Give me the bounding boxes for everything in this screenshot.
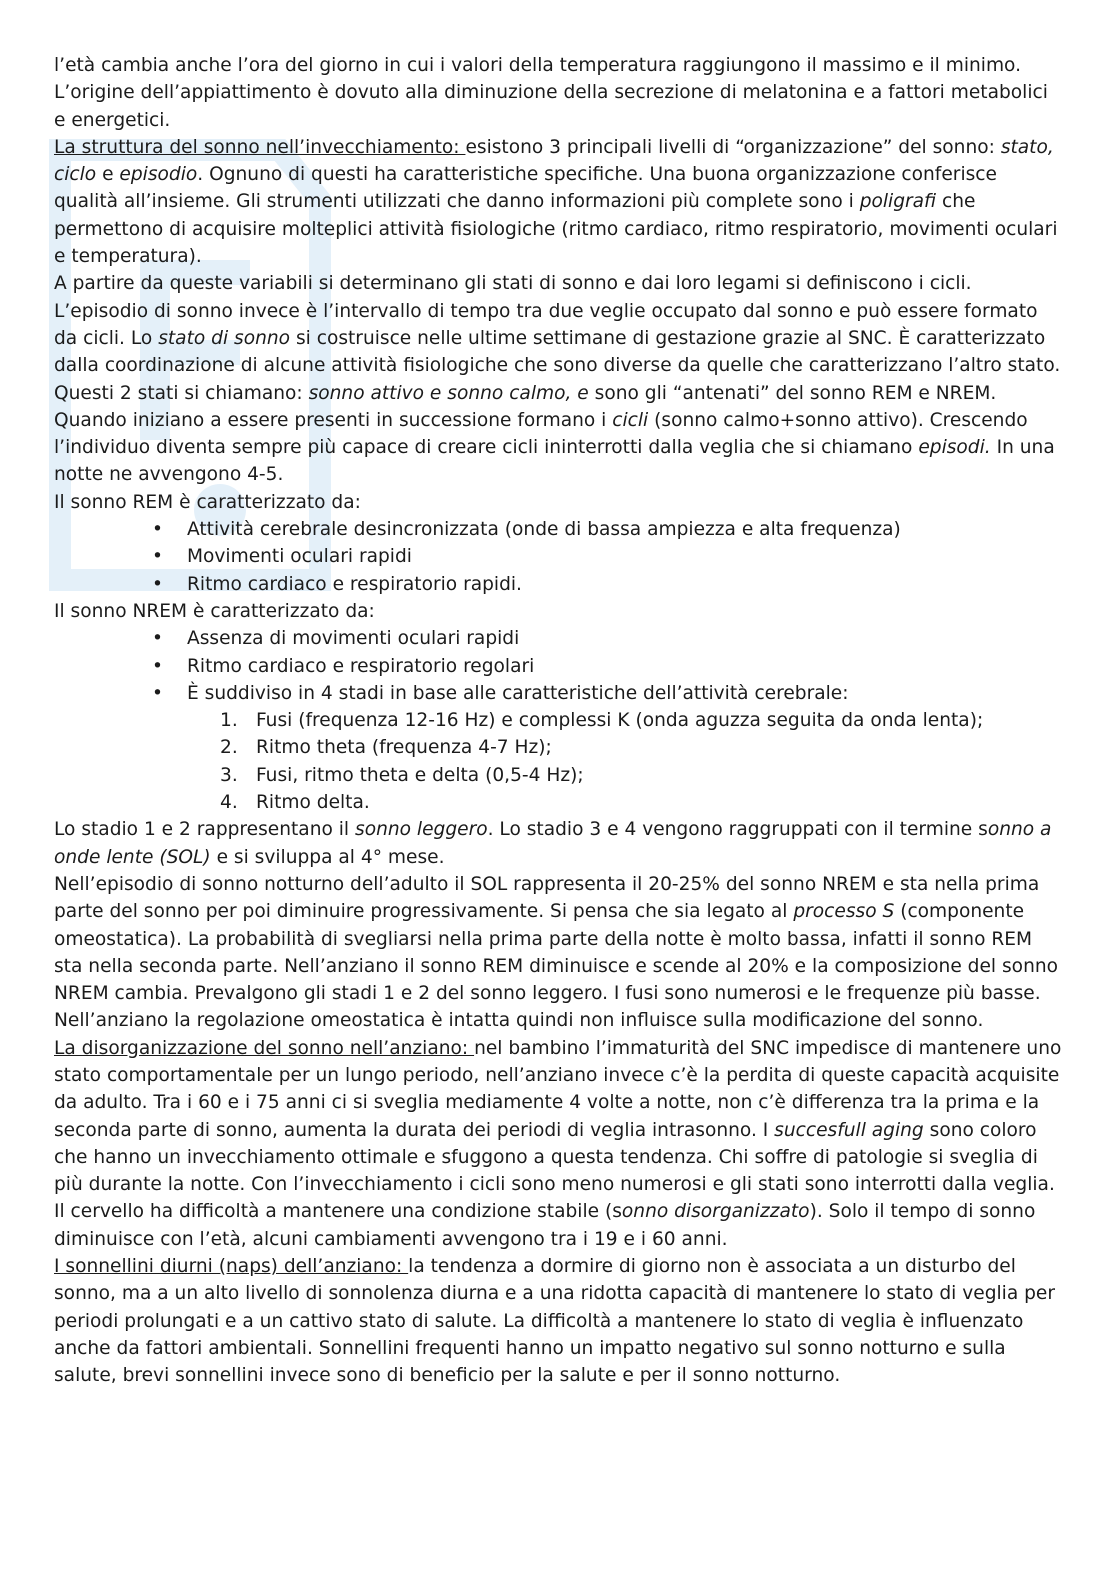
nrem-stages-list <box>54 707 1064 816</box>
paragraph-sol: Nell’episodio di sonno notturno dell’adulto il SOL rappresenta il 20-25% del sonno NREM e sta nella prima parte del sonno per poi diminuire progressivamente. Si pensa che sia legato al processo S (componente omeostatica). La probabilità di svegliarsi nella prima parte della notte è molto bassa, infatti il sonno REM sta nella seconda parte. Nell’anziano il sonno REM diminuisce e scende al 20% e la composizione del sonno NREM cambia. Prevalgono gli stadi 1 e 2 del sonno leggero. I fusi sono numerosi e le frequenze più basse. Nell’anziano la regolazione omeostatica è intatta quindi non influisce sulla modificazione del sonno. <box>54 873 1059 1032</box>
document-page <box>54 52 1064 1390</box>
nrem-intro: Il sonno NREM è caratterizzato da: <box>54 600 375 622</box>
list-item: 3. Fusi, ritmo theta e delta (0,5-4 Hz); <box>220 764 584 786</box>
list-item: • Ritmo cardiaco e respiratorio rapidi. <box>54 571 1064 598</box>
paragraph-naps: I sonnellini diurni (naps) dell’anziano: la tendenza a dormire di giorno non è associata a un disturbo del sonno, ma a un alto livello di sonnolenza diurna e a una ridotta capacità di mantenere lo stato di veglia per periodi prolungati e a un cattivo stato di salute. La difficoltà a mantenere lo stato di veglia è influenzato anche da fattori ambientali. Sonnellini frequenti hanno un impatto negativo sul sonno notturno e sulla salute, brevi sonnellini invece sono di beneficio per la salute e per il sonno notturno. <box>54 1256 1056 1387</box>
paragraph-light-sleep: Lo stadio 1 e 2 rappresentano il sonno leggero. Lo stadio 3 e 4 vengono raggruppati con il termine sonno a onde lente (SOL) e si sviluppa al 4° mese. <box>54 819 1052 868</box>
paragraph-temperature: l’età cambia anche l’ora del giorno in cui i valori della temperatura raggiungono il massimo e il minimo. L’origine dell’appiattimento è dovuto alla diminuzione della secrezione di melatonina e a fattori metabolici e energetici. <box>54 55 1048 131</box>
section-heading-structure: La struttura del sonno nell’invecchiamento: <box>54 136 466 158</box>
list-item: 4. Ritmo delta. <box>220 792 370 814</box>
section-heading-disorganization: La disorganizzazione del sonno nell’anziano: <box>54 1037 475 1059</box>
rem-intro: Il sonno REM è caratterizzato da: <box>54 491 361 513</box>
list-item: 1. Fusi (frequenza 12-16 Hz) e complessi K (onda aguzza seguita da onda lenta); <box>220 710 984 732</box>
nrem-list <box>54 625 1064 707</box>
list-item: • Attività cerebrale desincronizzata (onde di bassa ampiezza e alta frequenza) <box>54 516 1064 543</box>
list-item: • Movimenti oculari rapidi <box>54 543 1064 570</box>
list-item: • Assenza di movimenti oculari rapidi <box>54 625 1064 652</box>
list-item: 2. Ritmo theta (frequenza 4-7 Hz); <box>220 737 552 759</box>
list-item: • Ritmo cardiaco e respiratorio regolari <box>54 653 1064 680</box>
rem-list <box>54 516 1064 598</box>
paragraph-disorganization: La disorganizzazione del sonno nell’anziano: nel bambino l’immaturità del SNC impedisce di mantenere uno stato comportamentale per un lungo periodo, nell’anziano invece c’è la perdita di queste capacità acquisite da adulto. Tra i 60 e i 75 anni ci si sveglia mediamente 4 volte a notte, non c’è differenza tra la prima e la seconda parte di sonno, aumenta la durata dei periodi di veglia intrasonno. I succesfull aging sono coloro che hanno un invecchiamento ottimale e sfuggono a questa tendenza. Chi soffre di patologie si sveglia di più durante la notte. Con l’invecchiamento i cicli sono meno numerosi e gli stati sono interrotti dalla veglia. Il cervello ha difficoltà a mantenere una condizione stabile (sonno disorganizzato). Solo il tempo di sonno diminuisce con l’età, alcuni cambiamenti avvengono tra i 19 e i 60 anni. <box>54 1037 1062 1250</box>
section-heading-naps: I sonnellini diurni (naps) dell’anziano: <box>54 1256 409 1278</box>
list-item: • È suddiviso in 4 stadi in base alle caratteristiche dell’attività cerebrale: <box>54 680 1064 707</box>
paragraph-sleep-states: A partire da queste variabili si determinano gli stati di sonno e dai loro legami si definiscono i cicli. L’episodio di sonno invece è l’intervallo di tempo tra due veglie occupato dal sonno e può essere formato da cicli. Lo stato di sonno si costruisce nelle ultime settimane di gestazione grazie al SNC. È caratterizzato dalla coordinazione di alcune attività fisiologiche che sono diverse da quelle che caratterizzano l’altro stato. Questi 2 stati si chiamano: sonno attivo e sonno calmo, e sono gli “antenati” del sonno REM e NREM. Quando iniziano a essere presenti in successione formano i cicli (sonno calmo+sonno attivo). Crescendo l’individuo diventa sempre più capace di creare cicli ininterrotti dalla veglia che si chiamano episodi. In una notte ne avvengono 4-5. <box>54 273 1061 486</box>
paragraph-sleep-structure: La struttura del sonno nell’invecchiamento: esistono 3 principali livelli di “organizzazione” del sonno: stato, ciclo e episodio. Ognuno di questi ha caratteristiche specifiche. Una buona organizzazione conferisce qualità all’insieme. Gli strumenti utilizzati che danno informazioni più complete sono i poligrafi che permettono di acquisire molteplici attività fisiologiche (ritmo cardiaco, ritmo respiratorio, movimenti oculari e temperatura). <box>54 136 1058 268</box>
